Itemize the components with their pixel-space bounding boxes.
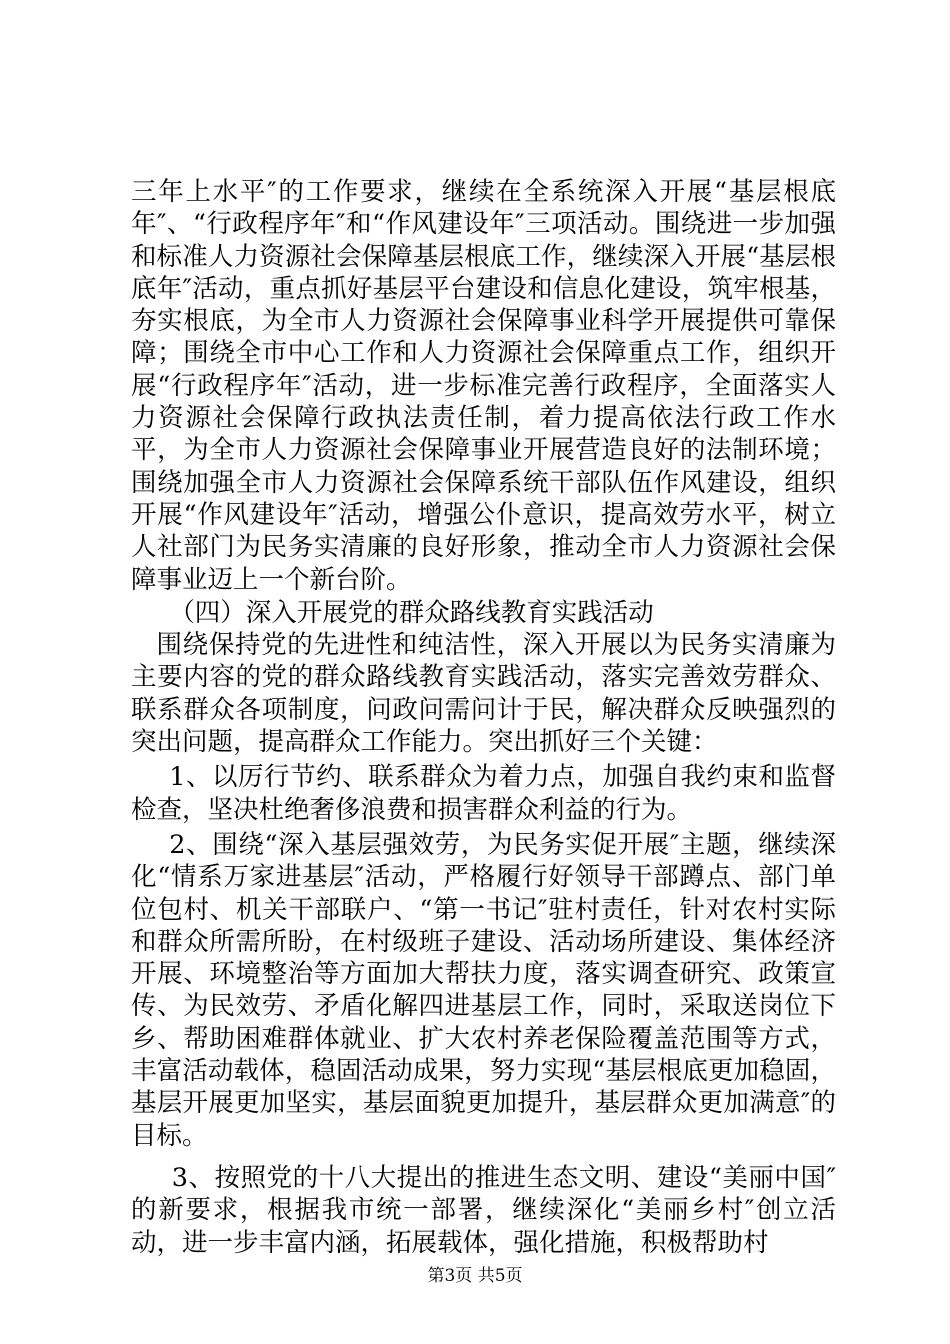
paragraph-work-requirements: 三年上水平″的工作要求，继续在全系统深入开展“基层根底年″、“行政程序年″和“作风建设年″三项活动。围绕进一步加强和标准人力资源社会保障基层根底工作，继续深入开展“基层根底年″活动，重点抓好基层平台建设和信息化建设，筑牢根基，夯实根底，为全市人力资源社会保障事业科学开展提供可靠保障；围绕全市中心工作和人力资源社会保障重点工作，组织开展“行政程序年″活动，进一步标准完善行政程序，全面落实人力资源社会保障行政执法责任制，着力提高依法行政工作水平，为全市人力资源社会保障事业开展营造良好的法制环境；围绕加强全市人力资源社会保障系统干部队伍作风建设，组织开展“作风建设年″活动，增强公仆意识，提高效劳水平，树立人社部门为民务实清廉的良好形象，推动全市人力资源社会保障事业迈上一个新台阶。	[131, 177, 836, 595]
document-body	[131, 176, 836, 1259]
paragraph-item-2: 2、围绕“深入基层强效劳，为民务实促开展″主题，继续深化“情系万家进基层″活动，严格履行好领导干部蹲点、部门单位包村、机关干部联户、“第一书记″驻村责任，针对农村实际和群众所需所盼，在村级班子建设、活动场所建设、集体经济开展、环境整治等方面加大帮扶力度，落实调查研究、政策宣传、为民效劳、矛盾化解四进基层工作，同时，采取送岗位下乡、帮助困难群体就业、扩大农村养老保险覆盖范围等方式，丰富活动载体，稳固活动成果，努力实现“基层根底更加稳固，基层开展更加坚实，基层面貌更加提升，基层群众更加满意″的目标。	[131, 829, 836, 1151]
paragraph-item-1: 1、以厉行节约、联系群众为着力点，加强自我约束和监督检查，坚决杜绝奢侈浪费和损害群众利益的行为。	[131, 762, 836, 825]
paragraph-item-3: 3、按照党的十八大提出的推进生态文明、建设“美丽中国″的新要求，根据我市统一部署，继续深化“美丽乡村″创立活动，进一步丰富内涵，拓展载体，强化措施，积极帮助村	[131, 1162, 836, 1258]
page-number-footer: 第3页 共5页	[427, 1266, 523, 1286]
paragraph-mass-line-intro: 围绕保持党的先进性和纯洁性，深入开展以为民务实清廉为主要内容的党的群众路线教育实践活动，落实完善效劳群众、联系群众各项制度，问政问需问计于民，解决群众反映强烈的突出问题，提高群众工作能力。突出抓好三个关键：	[131, 630, 836, 758]
section-heading-mass-line: （四）深入开展党的群众路线教育实践活动	[169, 597, 654, 628]
